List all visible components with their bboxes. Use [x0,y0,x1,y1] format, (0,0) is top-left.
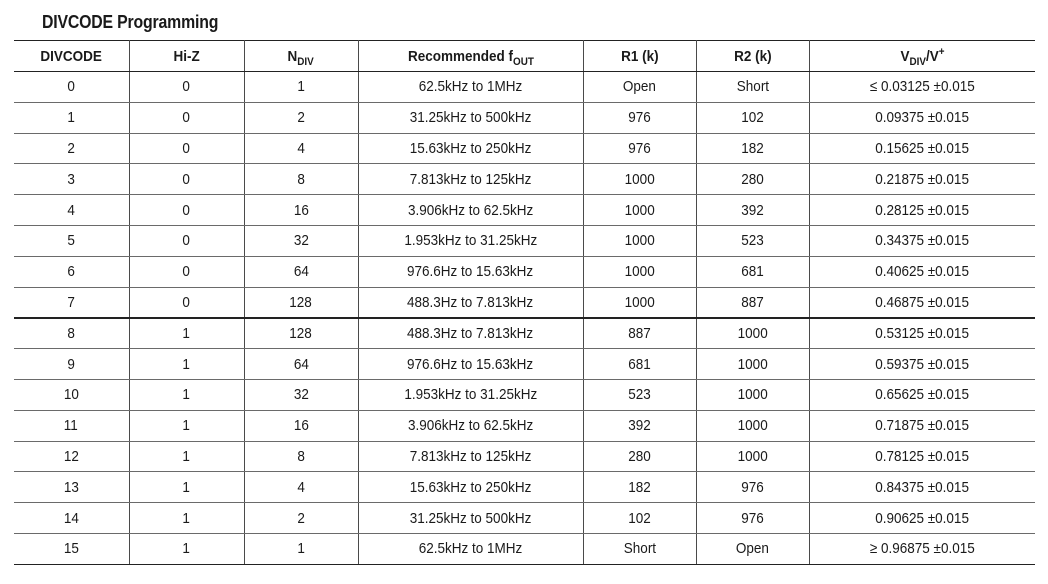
cell-fout [358,195,583,226]
cell-vdiv-value: 0.40625 ±0.015 [875,263,970,281]
cell-hiz-value: 0 [182,139,191,157]
cell-hiz [129,133,244,164]
cell-vdiv-value: 0.46875 ±0.015 [875,293,970,311]
ndiv-main: N [287,47,298,65]
cell-vdiv [809,533,1035,564]
cell-r1-value: 1000 [624,263,655,281]
cell-vdiv [809,164,1035,195]
cell-vdiv-value: 0.34375 ±0.015 [875,232,970,250]
ndiv-sub: DIV [297,55,315,68]
fout-main: Recommended f [407,47,513,65]
cell-hiz-value: 0 [182,232,191,250]
cell-r2 [696,349,809,380]
cell-fout [358,441,583,472]
cell-r1 [583,256,696,287]
cell-vdiv [809,503,1035,534]
cell-hiz [129,503,244,534]
cell-vdiv-value: 0.53125 ±0.015 [875,325,970,343]
cell-r1 [583,379,696,410]
col-header-divcode [14,41,129,72]
cell-fout [358,318,583,349]
cell-r2-value: 280 [741,170,764,188]
cell-vdiv [809,225,1035,256]
cell-r1 [583,503,696,534]
cell-divcode-value: 0 [67,78,76,96]
cell-ndiv-value: 64 [293,355,309,373]
cell-divcode [14,410,129,441]
cell-divcode-value: 12 [63,447,79,465]
cell-ndiv-value: 4 [297,478,305,496]
cell-r1-value: 182 [628,478,651,496]
cell-ndiv [244,225,358,256]
table-row [14,503,1035,534]
cell-divcode [14,164,129,195]
cell-fout-value: 15.63kHz to 250kHz [409,139,532,157]
cell-vdiv [809,256,1035,287]
cell-r1 [583,349,696,380]
cell-vdiv [809,133,1035,164]
cell-r2-value: Open [735,540,770,558]
cell-r2-value: 102 [741,109,764,127]
cell-r1 [583,287,696,318]
cell-divcode [14,102,129,133]
cell-r2 [696,195,809,226]
cell-divcode-value: 9 [67,355,76,373]
cell-r2 [696,133,809,164]
cell-r1 [583,164,696,195]
col-header-r2-label: R2 (k) [733,47,772,65]
cell-fout-value: 1.953kHz to 31.25kHz [404,232,537,250]
cell-ndiv [244,102,358,133]
cell-divcode [14,379,129,410]
cell-r1 [583,133,696,164]
cell-fout-value: 62.5kHz to 1MHz [418,540,523,558]
cell-vdiv [809,287,1035,318]
cell-hiz [129,349,244,380]
cell-hiz-value: 1 [182,417,191,435]
cell-r1-value: Short [623,540,656,558]
cell-divcode-value: 13 [63,478,79,496]
table-row [14,164,1035,195]
cell-divcode-value: 2 [67,139,76,157]
cell-r1 [583,72,696,103]
cell-ndiv-value: 16 [293,417,309,435]
cell-hiz-value: 1 [182,386,191,404]
cell-fout-value: 976.6Hz to 15.63kHz [407,355,534,373]
vdiv-sub: DIV [909,55,926,68]
cell-r1 [583,410,696,441]
vdiv-sup: + [938,45,945,58]
cell-fout [358,410,583,441]
cell-r1-value: 976 [628,139,651,157]
col-header-fout-label [407,47,534,68]
cell-r2-value: 1000 [737,386,768,404]
cell-hiz-value: 0 [182,170,191,188]
cell-fout-value: 1.953kHz to 31.25kHz [404,386,537,404]
table-body [14,72,1035,565]
cell-r1-value: 280 [628,447,651,465]
cell-hiz [129,472,244,503]
cell-r1-value: 1000 [624,170,655,188]
col-header-hiz [129,41,244,72]
cell-hiz-value: 0 [182,109,191,127]
cell-r2 [696,225,809,256]
cell-hiz-value: 0 [182,293,191,311]
cell-divcode-value: 10 [63,386,79,404]
cell-r1 [583,225,696,256]
cell-r1-value: 102 [628,509,651,527]
cell-hiz [129,195,244,226]
cell-ndiv [244,72,358,103]
table-row [14,410,1035,441]
cell-vdiv-value: 0.15625 ±0.015 [875,139,970,157]
cell-hiz [129,379,244,410]
cell-fout [358,72,583,103]
vdiv-main: V [900,47,910,65]
cell-vdiv [809,318,1035,349]
cell-hiz [129,164,244,195]
cell-divcode [14,503,129,534]
cell-vdiv [809,102,1035,133]
col-header-ndiv [244,41,358,72]
cell-divcode [14,441,129,472]
cell-r2 [696,72,809,103]
cell-ndiv-value: 64 [293,263,309,281]
cell-divcode [14,133,129,164]
table-row [14,256,1035,287]
table-row [14,287,1035,318]
table-row [14,472,1035,503]
cell-r2-value: Short [736,78,769,96]
cell-r2-value: 681 [741,263,764,281]
cell-fout-value: 3.906kHz to 62.5kHz [407,417,534,435]
header-row [14,41,1035,72]
vdiv-mid: /V [925,47,939,65]
col-header-r2 [696,41,809,72]
table-row [14,379,1035,410]
cell-hiz-value: 1 [182,509,191,527]
table-row [14,225,1035,256]
col-header-vdiv-label [900,45,945,68]
cell-r2 [696,533,809,564]
cell-ndiv-value: 2 [297,109,305,127]
table-row [14,533,1035,564]
cell-r2-value: 976 [741,509,764,527]
cell-r1 [583,102,696,133]
cell-r1-value: 1000 [624,201,655,219]
cell-fout-value: 7.813kHz to 125kHz [409,170,532,188]
cell-ndiv [244,503,358,534]
cell-divcode-value: 5 [67,232,76,250]
cell-vdiv-value: 0.21875 ±0.015 [875,170,970,188]
cell-hiz-value: 1 [182,447,191,465]
cell-ndiv [244,441,358,472]
cell-divcode [14,533,129,564]
cell-vdiv-value: 0.59375 ±0.015 [875,355,970,373]
cell-divcode [14,256,129,287]
divcode-table [14,40,1035,565]
cell-ndiv [244,410,358,441]
cell-divcode-value: 1 [67,109,76,127]
cell-ndiv [244,133,358,164]
cell-ndiv-value: 32 [293,232,309,250]
cell-hiz-value: 0 [182,201,191,219]
cell-vdiv-value: 0.09375 ±0.015 [875,109,970,127]
cell-fout-value: 7.813kHz to 125kHz [409,447,532,465]
cell-hiz-value: 1 [182,355,191,373]
cell-divcode-value: 11 [64,417,79,435]
cell-fout [358,379,583,410]
table-row [14,102,1035,133]
cell-ndiv-value: 1 [297,78,305,96]
cell-divcode-value: 8 [67,325,76,343]
cell-hiz [129,441,244,472]
cell-fout [358,287,583,318]
cell-r2-value: 523 [741,232,764,250]
cell-fout-value: 488.3Hz to 7.813kHz [407,293,534,311]
cell-ndiv-value: 16 [293,201,309,219]
cell-hiz-value: 1 [182,325,191,343]
cell-divcode-value: 14 [63,509,79,527]
cell-divcode [14,72,129,103]
cell-hiz [129,102,244,133]
cell-divcode [14,225,129,256]
cell-hiz-value: 0 [182,78,191,96]
col-header-hiz-label: Hi-Z [173,47,200,65]
cell-ndiv-value: 1 [297,540,305,558]
cell-vdiv [809,410,1035,441]
cell-r2-value: 182 [741,139,764,157]
cell-fout [358,164,583,195]
cell-hiz-value: 1 [182,540,191,558]
col-header-r1-label: R1 (k) [620,47,659,65]
table-row [14,318,1035,349]
cell-r2 [696,318,809,349]
cell-vdiv-value: 0.78125 ±0.015 [875,447,970,465]
cell-r2-value: 1000 [737,325,768,343]
cell-divcode-value: 7 [67,293,76,311]
cell-r2-value: 1000 [737,355,768,373]
cell-fout-value: 3.906kHz to 62.5kHz [407,201,534,219]
cell-ndiv [244,256,358,287]
cell-r1 [583,318,696,349]
cell-r2 [696,441,809,472]
cell-vdiv-value: 0.28125 ±0.015 [875,201,970,219]
cell-r2-value: 887 [741,293,764,311]
cell-hiz [129,225,244,256]
cell-r1-value: 887 [628,325,651,343]
cell-fout [358,349,583,380]
cell-ndiv [244,472,358,503]
cell-divcode [14,349,129,380]
cell-fout-value: 15.63kHz to 250kHz [409,478,532,496]
col-header-ndiv-label [287,47,315,68]
cell-vdiv-value: ≤ 0.03125 ±0.015 [869,78,975,96]
cell-ndiv [244,318,358,349]
cell-divcode [14,472,129,503]
cell-ndiv-value: 32 [293,386,309,404]
cell-fout [358,225,583,256]
cell-fout [358,503,583,534]
cell-r1-value: 392 [628,417,651,435]
cell-r1-value: 1000 [624,232,655,250]
cell-ndiv-value: 128 [289,293,313,311]
cell-r2-value: 976 [741,478,764,496]
cell-hiz-value: 0 [182,263,191,281]
cell-r1 [583,472,696,503]
cell-fout-value: 62.5kHz to 1MHz [418,78,523,96]
cell-hiz [129,533,244,564]
cell-vdiv [809,195,1035,226]
table-row [14,441,1035,472]
cell-ndiv-value: 4 [297,139,305,157]
cell-vdiv [809,472,1035,503]
col-header-r1 [583,41,696,72]
cell-vdiv [809,349,1035,380]
cell-divcode [14,195,129,226]
cell-r1-value: 1000 [624,293,655,311]
cell-vdiv [809,441,1035,472]
cell-fout-value: 31.25kHz to 500kHz [409,109,532,127]
cell-r2 [696,410,809,441]
cell-r1-value: Open [622,78,657,96]
cell-ndiv [244,533,358,564]
cell-vdiv-value: 0.71875 ±0.015 [875,417,970,435]
cell-fout-value: 31.25kHz to 500kHz [409,509,532,527]
cell-ndiv [244,379,358,410]
cell-hiz-value: 1 [182,478,191,496]
cell-divcode [14,287,129,318]
cell-ndiv-value: 8 [297,447,305,465]
fout-sub: OUT [512,55,534,68]
cell-divcode [14,318,129,349]
table-row [14,133,1035,164]
cell-fout [358,472,583,503]
cell-ndiv [244,195,358,226]
cell-r1 [583,533,696,564]
col-header-divcode-label: DIVCODE [40,47,103,65]
cell-r2 [696,472,809,503]
table-row [14,72,1035,103]
col-header-fout [358,41,583,72]
cell-divcode-value: 4 [67,201,76,219]
cell-ndiv-value: 2 [297,509,305,527]
cell-ndiv [244,349,358,380]
cell-hiz [129,410,244,441]
cell-r2 [696,379,809,410]
cell-hiz [129,318,244,349]
cell-r2 [696,102,809,133]
cell-vdiv-value: 0.84375 ±0.015 [875,478,970,496]
cell-ndiv [244,287,358,318]
cell-r1 [583,195,696,226]
cell-vdiv [809,72,1035,103]
cell-hiz [129,287,244,318]
cell-r2-value: 1000 [737,447,768,465]
cell-fout-value: 976.6Hz to 15.63kHz [407,263,534,281]
cell-r1-value: 976 [628,109,651,127]
table-title: DIVCODE Programming [42,12,219,32]
table-row [14,349,1035,380]
cell-r2 [696,287,809,318]
cell-fout-value: 488.3Hz to 7.813kHz [407,325,534,343]
cell-hiz [129,256,244,287]
cell-fout [358,133,583,164]
cell-ndiv-value: 8 [297,170,305,188]
cell-r2 [696,503,809,534]
cell-vdiv [809,379,1035,410]
cell-fout [358,256,583,287]
cell-divcode-value: 3 [67,170,76,188]
cell-r2-value: 392 [741,201,764,219]
cell-ndiv [244,164,358,195]
cell-ndiv-value: 128 [289,325,313,343]
cell-r1-value: 523 [628,386,651,404]
cell-vdiv-value: 0.65625 ±0.015 [875,386,970,404]
cell-divcode-value: 15 [63,540,79,558]
cell-r1-value: 681 [628,355,651,373]
cell-r1 [583,441,696,472]
cell-vdiv-value: ≥ 0.96875 ±0.015 [869,540,975,558]
cell-vdiv-value: 0.90625 ±0.015 [875,509,970,527]
cell-divcode-value: 6 [67,263,76,281]
cell-fout [358,533,583,564]
cell-hiz [129,72,244,103]
col-header-vdiv [809,41,1035,72]
cell-r2 [696,256,809,287]
cell-r2 [696,164,809,195]
cell-r2-value: 1000 [737,417,768,435]
table-row [14,195,1035,226]
cell-fout [358,102,583,133]
